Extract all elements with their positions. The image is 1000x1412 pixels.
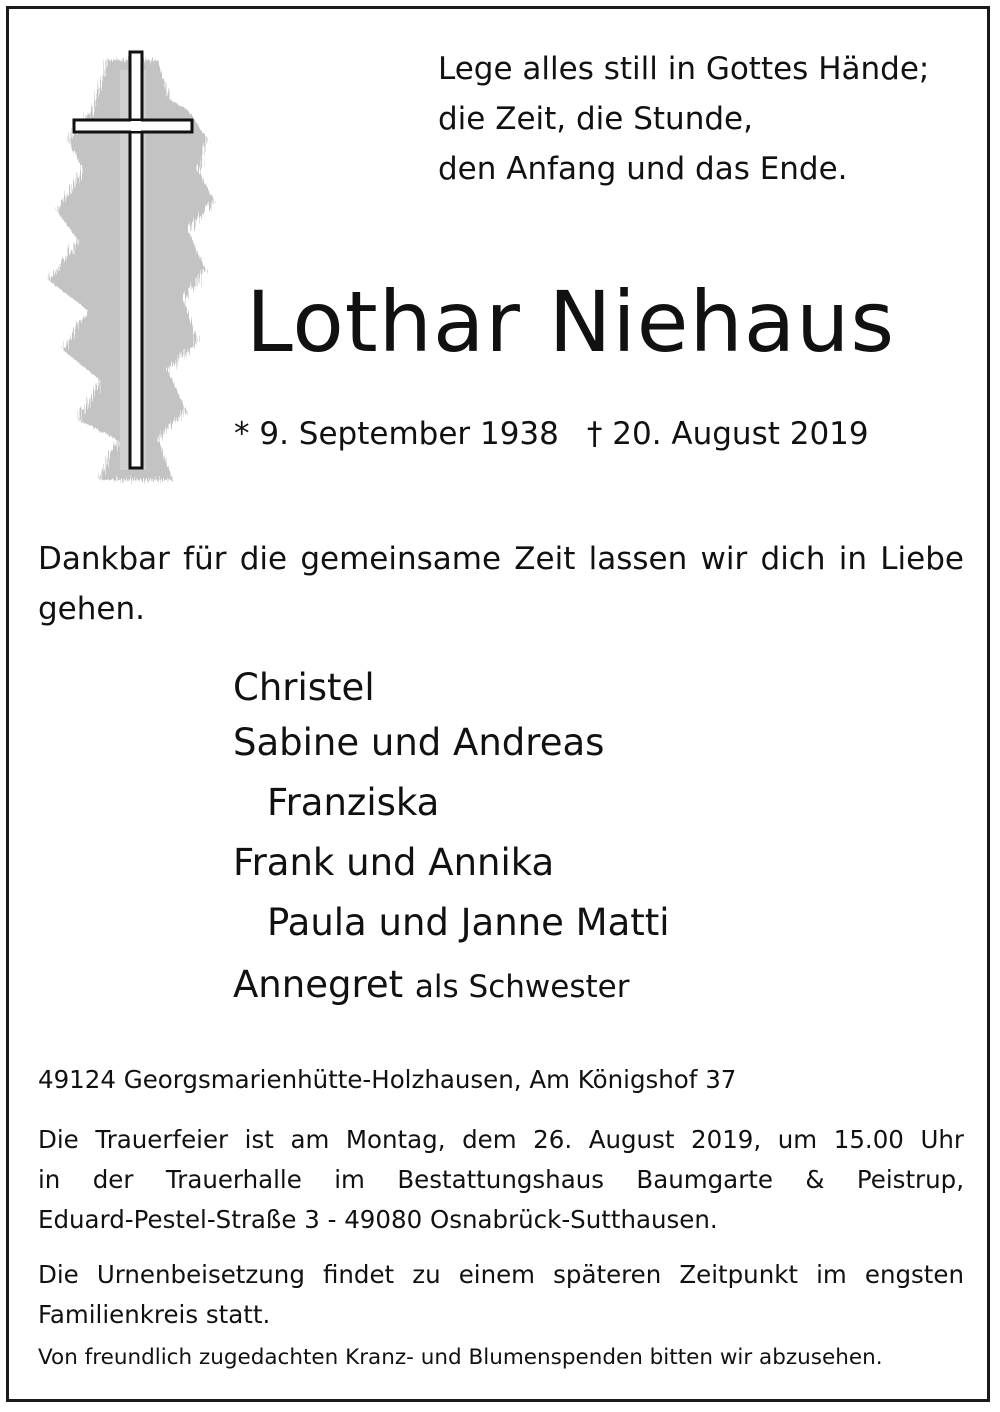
family-member-name: Annegret [233, 963, 404, 1006]
urn-info [38, 1255, 964, 1335]
family-member: Paula und Janne Matti [267, 901, 670, 944]
funeral-line: Eduard-Pestel-Straße 3 - 49080 Osnabrück-Sutthausen. [38, 1205, 718, 1234]
urn-line: Familienkreis statt. [38, 1300, 271, 1329]
family-member [233, 955, 629, 1017]
death-date: † 20. August 2019 [586, 416, 869, 452]
address: 49124 Georgsmarienhütte-Holzhausen, Am Königshof 37 [38, 1065, 737, 1094]
family-member-note: als Schwester [414, 969, 630, 1005]
deceased-name: Lothar Niehaus [246, 273, 896, 371]
flowers-note: Von freundlich zugedachten Kranz- und Blumenspenden bitten wir abzusehen. [38, 1345, 883, 1370]
birth-date: * 9. September 1938 [234, 416, 559, 452]
family-member: Frank und Annika [233, 841, 555, 884]
motto-line: Lege alles still in Gottes Hände; [438, 51, 930, 87]
motto [438, 44, 929, 194]
life-dates [234, 412, 869, 456]
cross-icon [38, 40, 228, 490]
family-member: Christel [233, 666, 375, 709]
family-member: Sabine und Andreas [233, 721, 605, 764]
funeral-line: Die Trauerfeier ist am Montag, dem 26. August 2019, um 15.00 Uhr [38, 1125, 964, 1154]
funeral-line: in der Trauerhalle im Bestattungshaus Baumgarte & Peistrup, [38, 1165, 964, 1194]
motto-line: die Zeit, die Stunde, [438, 101, 753, 137]
motto-line: den Anfang und das Ende. [438, 151, 848, 187]
thanks-text: Dankbar für die gemeinsame Zeit lassen wir dich in Liebe gehen. [38, 541, 964, 627]
funeral-info [38, 1120, 964, 1240]
family-member: Franziska [267, 781, 440, 824]
urn-line: Die Urnenbeisetzung findet zu einem späteren Zeitpunkt im engsten [38, 1260, 964, 1289]
